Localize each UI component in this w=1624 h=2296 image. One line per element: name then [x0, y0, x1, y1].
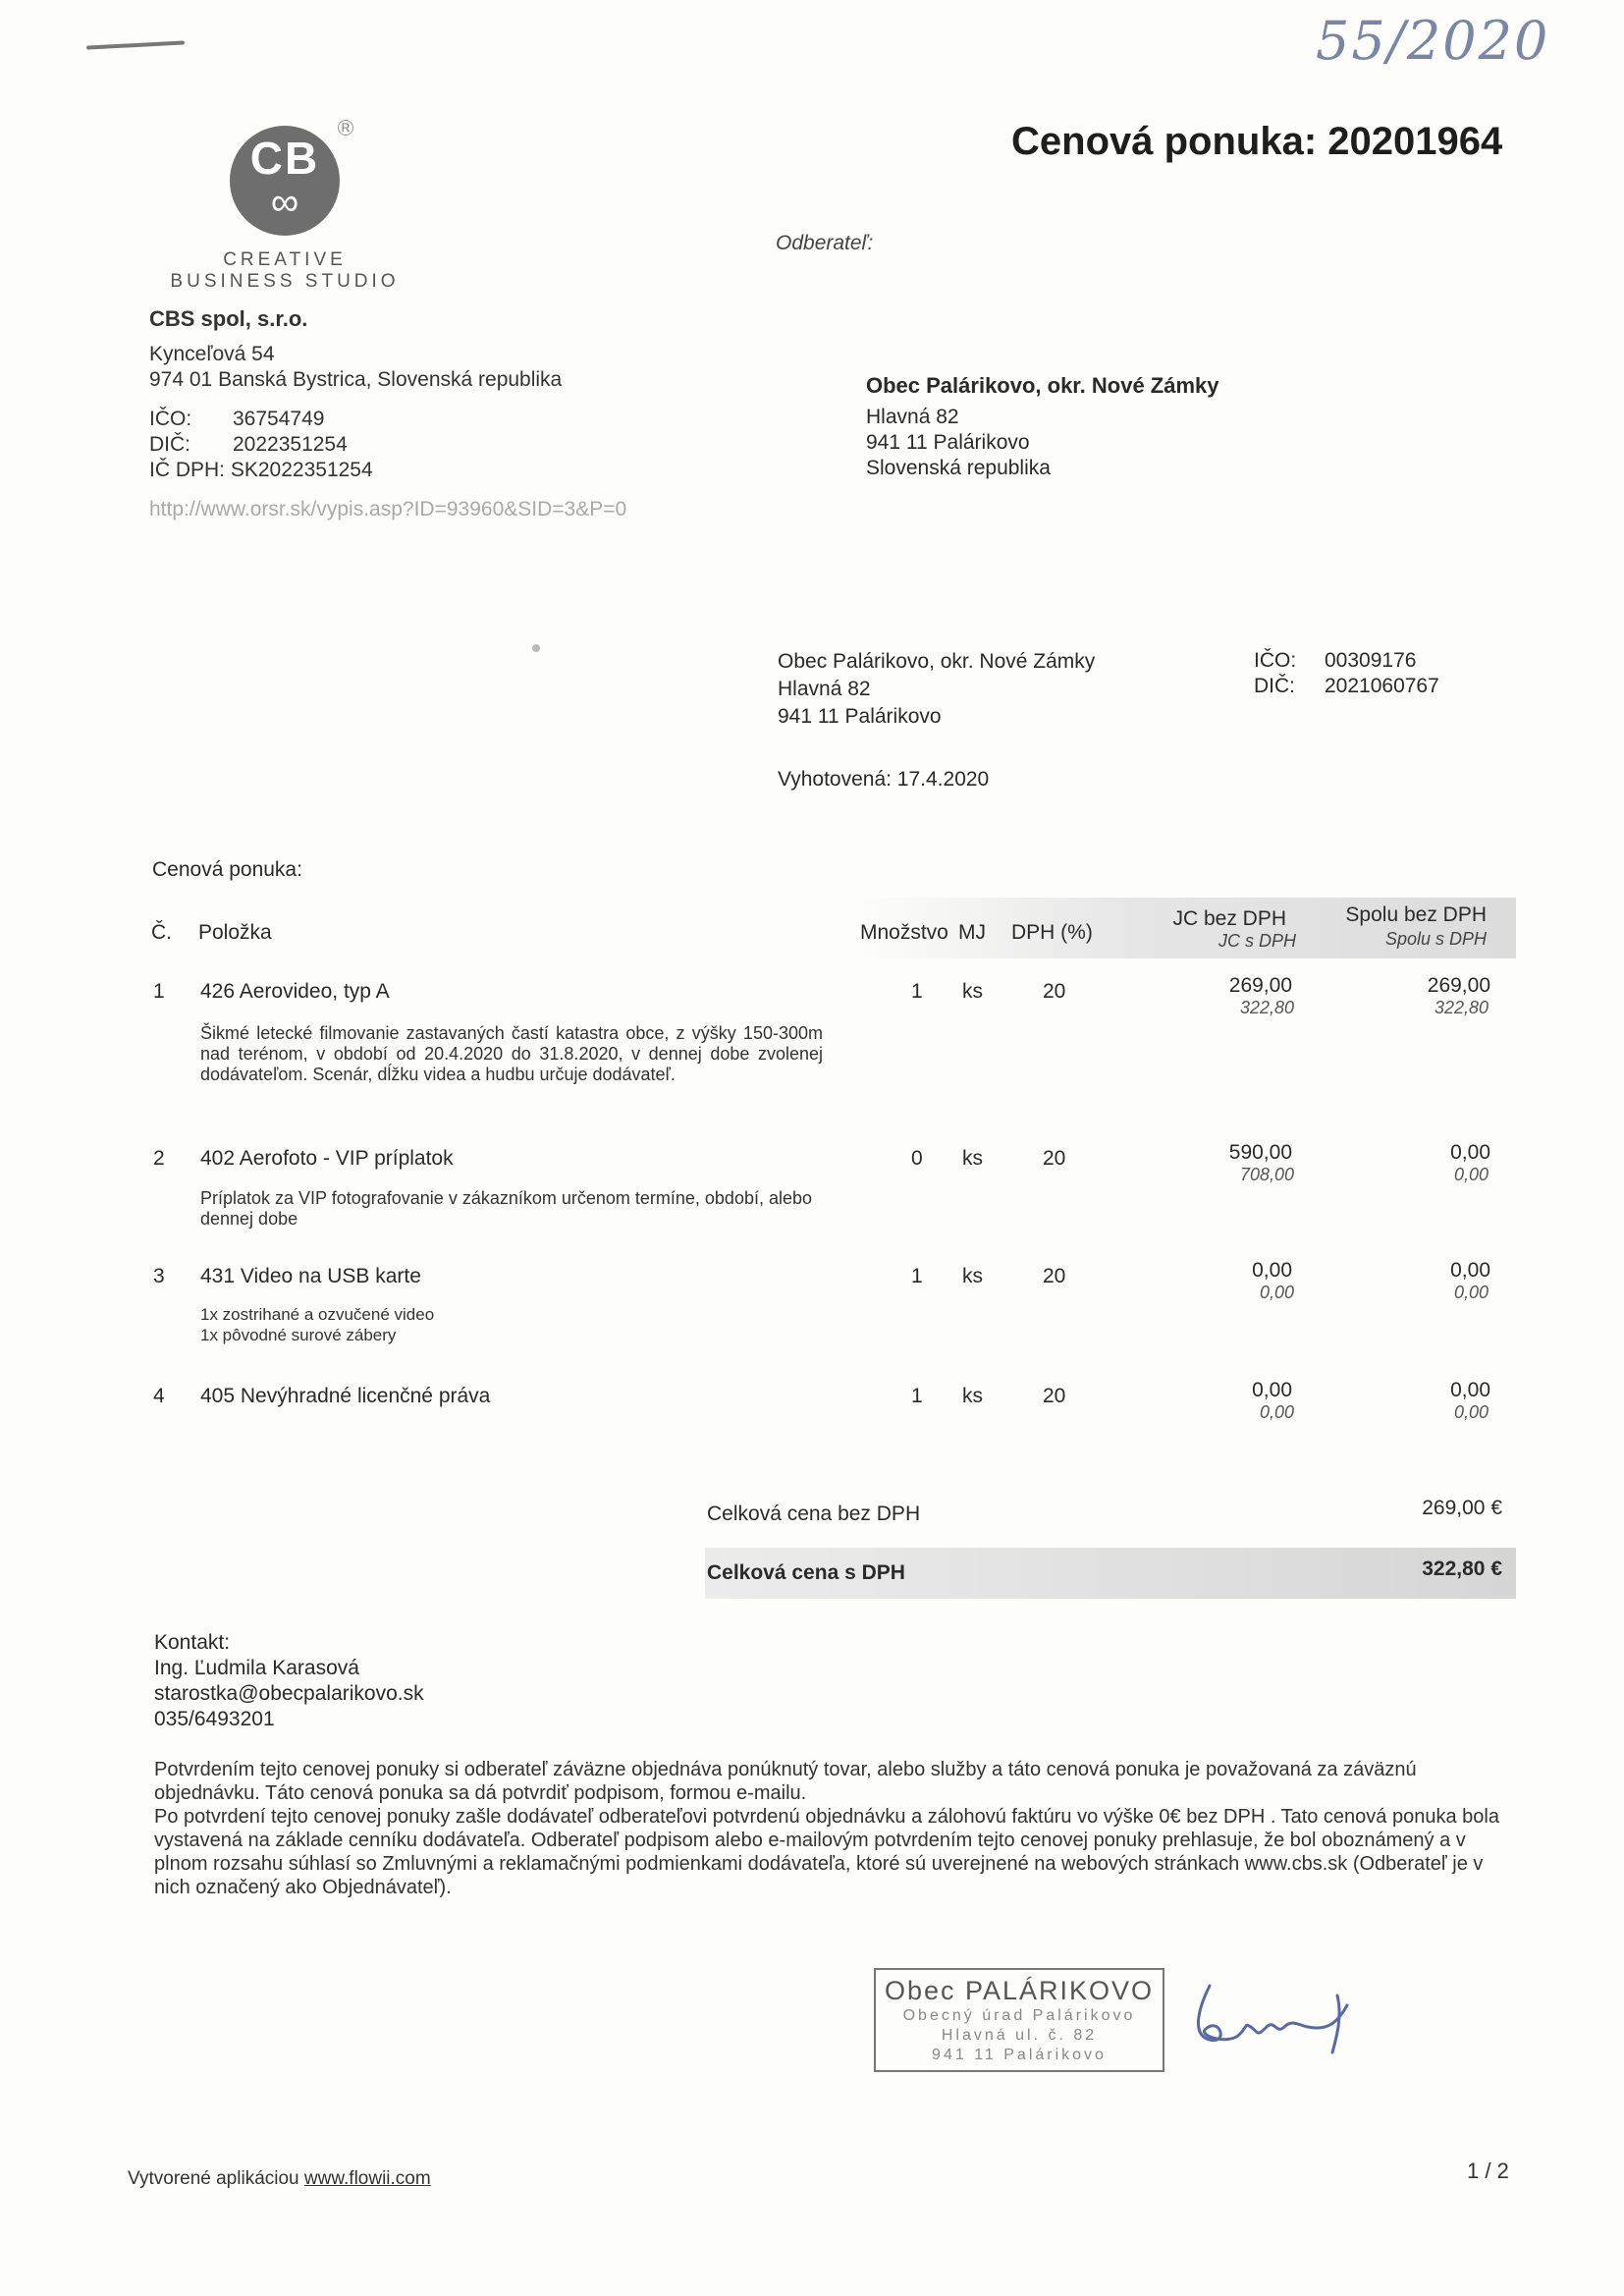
row-total-vat: 0,00: [1453, 1402, 1489, 1422]
table-row: [147, 974, 1516, 1147]
infinity-icon: ∞: [270, 181, 299, 224]
row-item: 431 Video na USB karte: [200, 1265, 421, 1287]
buyer-country: Slovenská republika: [866, 457, 1051, 479]
supplier-block: [149, 306, 626, 522]
buyer-street: Hlavná 82: [866, 406, 959, 428]
handwritten-number: 55/2020: [1316, 10, 1550, 72]
row-total: 269,00: [1427, 974, 1490, 997]
header-unit-price-vat: JC s DPH: [1218, 931, 1296, 951]
supplier-street: Kynceľová 54: [149, 343, 275, 365]
contact-block: [154, 1630, 424, 1732]
row-description-line: 1x pôvodné surové zábery: [200, 1326, 397, 1344]
billing-dic-label: DIČ:: [1254, 675, 1295, 697]
issued-date: Vyhotovená: 17.4.2020: [778, 768, 990, 791]
row-item: 405 Nevýhradné licenčné práva: [200, 1385, 491, 1407]
billing-ico-value: 00309176: [1325, 649, 1417, 672]
supplier-dic: [149, 432, 626, 458]
logo-circle: [230, 121, 351, 236]
dic-label: DIČ:: [149, 433, 190, 456]
footer-created-label: Vytvorené aplikáciou: [128, 2168, 299, 2189]
row-unit-price-vat: 322,80: [1239, 998, 1294, 1017]
row-no: 4: [153, 1385, 165, 1407]
footer-created-by: [128, 2168, 431, 2190]
header-total-vat: Spolu s DPH: [1384, 929, 1487, 949]
row-total: 0,00: [1450, 1259, 1490, 1282]
signature: [1190, 1966, 1367, 2069]
icdph-label: IČ DPH:: [149, 459, 226, 481]
header-unit-price: JC bez DPH: [1172, 907, 1286, 930]
row-no: 2: [153, 1147, 165, 1170]
row-unit-price: 590,00: [1228, 1141, 1292, 1164]
totals-block: [705, 1493, 1516, 1599]
row-unit: ks: [962, 980, 983, 1003]
section-label: Cenová ponuka:: [152, 858, 302, 881]
billing-block: [778, 648, 1095, 731]
row-unit-price-vat: 0,00: [1259, 1283, 1294, 1302]
ico-label: IČO:: [149, 408, 192, 430]
row-description: [200, 1304, 848, 1345]
register-url[interactable]: http://www.orsr.sk/vypis.asp?ID=93960&SID=3&P=0: [149, 498, 627, 520]
footer-link[interactable]: www.flowii.com: [303, 2168, 431, 2189]
billing-dic-value: 2021060767: [1325, 675, 1439, 697]
contact-label: Kontakt:: [154, 1631, 231, 1654]
buyer-name: Obec Palárikovo, okr. Nové Zámky: [866, 373, 1219, 398]
terms-paragraph-2: Po potvrdení tejto cenovej ponuky zašle dodávateľ odberateľovi potvrdenú objednávku a zálohovú faktúru vo výške 0€ bez DPH . Tato cenová ponuka bola vystavená na základe cenníku dodávateľa. Odberateľ podpisom alebo e-mailovým potvrdením tejto cenovej ponuky prehlasuje, že bol oboznámený a v plnom rozsahu súhlasí so Zmluvnými a reklamačnými podmienkami dodávateľa, ktoré sú uverejnené na webových stránkach www.cbs.sk (Odberateľ je v nich označený ako Objednávateľ).: [154, 1806, 1499, 1898]
total-with-vat-label: Celková cena s DPH: [707, 1561, 905, 1584]
buyer-city: 941 11 Palárikovo: [866, 431, 1030, 454]
total-with-vat-row: [705, 1548, 1516, 1599]
table-row: [147, 1259, 1516, 1385]
billing-street: Hlavná 82: [778, 678, 871, 700]
buyer-label: Odberateľ:: [776, 232, 874, 254]
icdph-value: SK2022351254: [230, 459, 373, 481]
stamp-title: Obec PALÁRIKOVO: [884, 1976, 1155, 2005]
row-qty: 0: [911, 1147, 923, 1170]
table-row: [147, 1141, 1516, 1265]
header-unit: MJ: [958, 921, 986, 944]
billing-ids: [1254, 648, 1439, 699]
document-title: Cenová ponuka: 20201964: [1011, 120, 1503, 163]
registered-icon: R: [338, 120, 353, 136]
row-unit-price-vat: 0,00: [1259, 1402, 1294, 1422]
row-total: 0,00: [1450, 1379, 1490, 1401]
stamp-line: Hlavná ul. č. 82: [941, 2027, 1098, 2044]
total-without-vat-label: Celková cena bez DPH: [707, 1503, 921, 1525]
buyer-block: [866, 373, 1219, 481]
page-number: 1 / 2: [1467, 2159, 1509, 2183]
row-unit-price: 0,00: [1252, 1379, 1292, 1401]
row-total-vat: 0,00: [1453, 1165, 1489, 1184]
signature-icon: [1190, 1966, 1367, 2064]
logo-text-line1: CREATIVE: [223, 249, 347, 270]
billing-dic: [1254, 674, 1439, 699]
logo-text-line2: BUSINESS STUDIO: [170, 271, 400, 292]
official-stamp: [874, 1968, 1164, 2072]
contact-phone: 035/6493201: [154, 1708, 275, 1730]
billing-name: Obec Palárikovo, okr. Nové Zámky: [778, 650, 1096, 673]
row-description: Príplatok za VIP fotografovanie v zákazníkom určenom termíne, období, alebo dennej dobe: [200, 1188, 813, 1229]
supplier-ico: [149, 407, 626, 432]
row-vat: 20: [1043, 1385, 1066, 1407]
stamp-line: 941 11 Palárikovo: [932, 2047, 1107, 2063]
row-item: 426 Aerovideo, typ A: [200, 980, 390, 1003]
contact-email[interactable]: starostka@obecpalarikovo.sk: [154, 1682, 424, 1705]
terms-paragraph-1: Potvrdením tejto cenovej ponuky si odberateľ záväzne objednáva ponúknutý tovar, alebo služby a táto cenová ponuka je považovaná za záväznú objednávku. Táto cenová ponuka sa dá potvrdiť podpisom, formou e-mailu.: [154, 1759, 1417, 1804]
dic-value: 2022351254: [233, 433, 348, 456]
row-qty: 1: [911, 1385, 923, 1407]
row-item: 402 Aerofoto - VIP príplatok: [200, 1147, 454, 1170]
terms-block: [154, 1758, 1509, 1899]
row-unit: ks: [962, 1385, 983, 1407]
row-unit-price: 269,00: [1228, 974, 1292, 997]
row-total: 0,00: [1450, 1141, 1490, 1164]
total-without-vat-value: 269,00 €: [1422, 1497, 1502, 1519]
supplier-name: CBS spol, s.r.o.: [149, 306, 308, 331]
row-no: 3: [153, 1265, 165, 1287]
header-vat: DPH (%): [1011, 921, 1093, 944]
row-description: Šikmé letecké filmovanie zastavaných častí katastra obce, z výšky 150-300m nad terénom, v období od 20.4.2020 do 31.8.2020, v dennej dobe zvolenej dodávateľom. Scenár, dĺžku videa a hudbu určuje dodávateľ.: [200, 1023, 823, 1084]
supplier-icdph: [149, 458, 626, 483]
row-qty: 1: [911, 980, 923, 1003]
scan-mark: [86, 40, 185, 49]
header-item: Položka: [198, 921, 272, 944]
row-unit: ks: [962, 1265, 983, 1287]
billing-ico-label: IČO:: [1254, 649, 1297, 672]
row-vat: 20: [1043, 1265, 1066, 1287]
row-qty: 1: [911, 1265, 923, 1287]
row-unit-price: 0,00: [1252, 1259, 1292, 1282]
billing-city: 941 11 Palárikovo: [778, 705, 942, 728]
logo-letters: CB: [249, 133, 320, 184]
ico-value: 36754749: [233, 408, 325, 430]
row-no: 1: [153, 980, 165, 1003]
table-row: [147, 1379, 1516, 1444]
total-with-vat-value: 322,80 €: [1422, 1558, 1502, 1580]
row-unit-price-vat: 708,00: [1239, 1165, 1294, 1184]
contact-name: Ing. Ľudmila Karasová: [154, 1657, 359, 1679]
table-header: [147, 898, 1516, 958]
row-total-vat: 322,80: [1434, 998, 1489, 1017]
header-qty: Množstvo: [860, 921, 948, 944]
stamp-line: Obecný úrad Palárikovo: [902, 2007, 1136, 2024]
row-description-line: 1x zostrihané a ozvučené video: [200, 1305, 435, 1324]
row-unit: ks: [962, 1147, 983, 1170]
supplier-city: 974 01 Banská Bystrica, Slovenská republika: [149, 368, 563, 391]
header-no: Č.: [151, 921, 172, 944]
header-total: Spolu bez DPH: [1345, 903, 1487, 926]
billing-ico: [1254, 648, 1439, 674]
row-total-vat: 0,00: [1453, 1283, 1489, 1302]
items-table: [147, 898, 1516, 1444]
scan-dot: [532, 644, 540, 652]
row-vat: 20: [1043, 980, 1066, 1003]
total-without-vat-row: [705, 1493, 1516, 1540]
row-vat: 20: [1043, 1147, 1066, 1170]
company-logo: [147, 121, 422, 293]
